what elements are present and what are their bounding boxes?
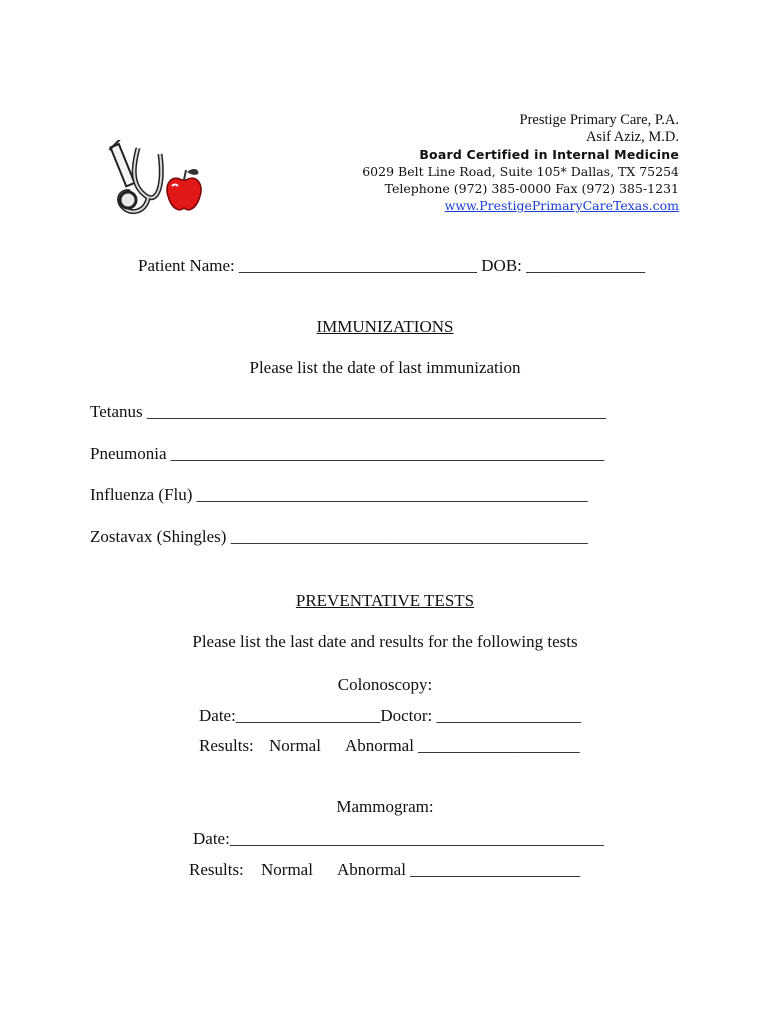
certification: Board Certified in Internal Medicine	[419, 147, 679, 162]
mammogram-results-label: Results:	[189, 860, 244, 879]
preventative-instruction: Please list the last date and results for the following tests	[192, 632, 578, 651]
pneumonia-field[interactable]: Pneumonia ___________________________________________________	[90, 444, 605, 463]
mammogram-abnormal-field[interactable]: Abnormal ____________________	[337, 860, 581, 879]
colonoscopy-results-label: Results:	[199, 736, 254, 755]
mammogram-title: Mammogram:	[336, 797, 434, 816]
mammogram-normal-option[interactable]: Normal	[261, 860, 313, 879]
immunizations-instruction: Please list the date of last immunization	[249, 358, 521, 377]
immunizations-heading: IMMUNIZATIONS	[316, 317, 454, 336]
preventative-heading: PREVENTATIVE TESTS	[295, 591, 475, 610]
colonoscopy-title: Colonoscopy:	[337, 675, 433, 694]
address: 6029 Belt Line Road, Suite 105* Dallas, TX 75254	[362, 164, 679, 179]
letterhead	[362, 112, 679, 214]
colonoscopy-abnormal-field[interactable]: Abnormal ___________________	[345, 736, 580, 755]
phone-fax: Telephone (972) 385-0000 Fax (972) 385-1231	[384, 181, 679, 196]
colonoscopy-normal-option[interactable]: Normal	[269, 736, 321, 755]
zostavax-field[interactable]: Zostavax (Shingles) __________________________________________	[90, 527, 588, 546]
doctor-name: Asif Aziz, M.D.	[585, 129, 679, 145]
website-link[interactable]: www.PrestigePrimaryCareTexas.com	[444, 198, 679, 213]
influenza-field[interactable]: Influenza (Flu) ______________________________________________	[90, 485, 588, 504]
stethoscope-syringe-apple-logo	[108, 140, 210, 224]
colonoscopy-date-doctor-field[interactable]: Date:_________________Doctor: _________________	[199, 706, 581, 725]
practice-name: Prestige Primary Care, P.A.	[519, 112, 679, 128]
tetanus-field[interactable]: Tetanus ______________________________________________________	[90, 402, 606, 421]
mammogram-date-field[interactable]: Date:____________________________________________	[193, 829, 604, 848]
patient-name-dob-line[interactable]: Patient Name: ____________________________ DOB: ______________	[138, 256, 646, 275]
